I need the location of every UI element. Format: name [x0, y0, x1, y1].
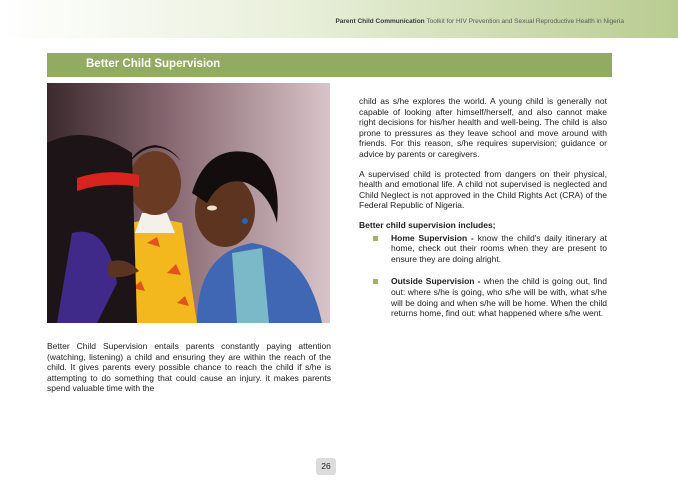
section-title-bar: [47, 53, 612, 77]
header-title-bold: Parent Child Communication: [335, 18, 425, 25]
right-paragraph-1: child as s/he explores the world. A young child is generally not capable of looking after himself/herself, and also cannot make right decisions for his/her health and well-being. The child is also prone to pressures as they leave school and move around with friends. For this reason, s/he requires supervision; guidance or advice by parents or caregivers.: [359, 96, 607, 159]
page-number: 26: [316, 458, 336, 475]
outside-supervision-text: when the child is going out, find out: where s/he is going, who s/he will be with, what s/he will be doing and when s/he will be home. When the child returns home, find out: what happened where s/he went.: [391, 276, 607, 319]
bullet-square-icon: [373, 279, 378, 284]
right-paragraph-2: A supervised child is protected from dangers on their physical, health and emotional life. A child not supervised is neglected and Child Neglect is not approved in the Child Rights Act (CRA) of the Federal Republic of Nigeria.: [359, 168, 607, 211]
right-column: [359, 96, 607, 331]
left-paragraph: Better Child Supervision entails parents constantly paying attention (watching, listening) a child and ensuring they are within the reach of the child. It gives parents every possible chance to reach the child if s/he is attempting to do something that could cause an injury. it makes parents spend valuable time with the: [47, 341, 331, 394]
running-header: [335, 18, 624, 25]
home-supervision-text: know the child's daily itinerary at home, check out their rooms when they are present to ensure they are doing alright.: [391, 232, 607, 264]
home-supervision-title: Home Supervision -: [391, 232, 474, 243]
header-band: [0, 0, 678, 38]
header-title-rest: Toolkit for HIV Prevention and Sexual Reproductive Health in Nigeria: [426, 18, 624, 25]
supervision-list: [359, 233, 607, 319]
list-item-home-supervision: [359, 233, 607, 265]
supervision-subheading: Better child supervision includes;: [359, 219, 496, 230]
list-item-outside-supervision: [359, 276, 607, 318]
illustration-image: [47, 83, 330, 323]
bullet-square-icon: [373, 236, 378, 241]
left-column: [47, 341, 331, 394]
parent-child-illustration: [47, 83, 330, 323]
section-title: Better Child Supervision: [86, 58, 221, 70]
outside-supervision-title: Outside Supervision -: [391, 276, 481, 287]
